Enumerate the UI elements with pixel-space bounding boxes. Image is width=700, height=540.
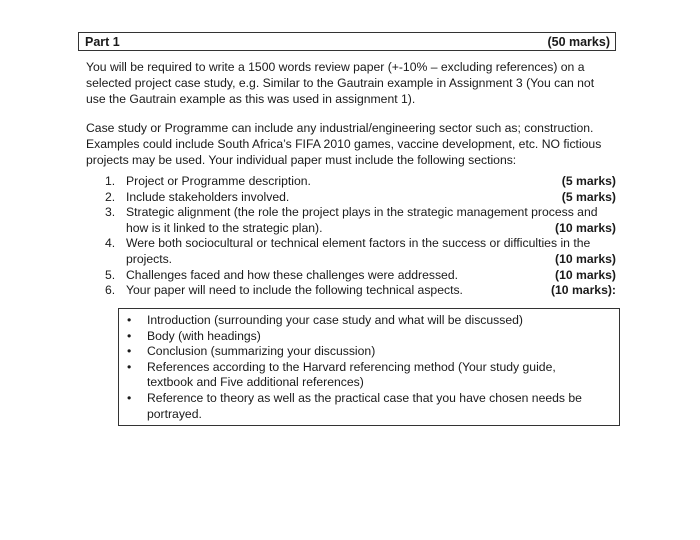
item-text: Include stakeholders involved. bbox=[126, 189, 290, 204]
item-text: Project or Programme description. bbox=[126, 174, 311, 188]
item-text: Challenges faced and how these challenges were addressed. bbox=[126, 267, 458, 282]
item-text-line-1: Strategic alignment (the role the project plays in the strategic management process and bbox=[126, 205, 598, 220]
item-number: 3. bbox=[105, 205, 116, 220]
list-item bbox=[86, 283, 616, 299]
list-item bbox=[86, 236, 616, 267]
list-item bbox=[119, 391, 619, 422]
item-marks: (10 marks) bbox=[555, 267, 616, 282]
list-item bbox=[119, 313, 619, 329]
intro-paragraph: You will be required to write a 1500 words review paper (+-10% – excluding references) on a selected project case study, e.g. Similar to the Gautrain example in Assignment 3 (You can not use the Gautrain example as this was used in assignment 1). bbox=[86, 60, 595, 106]
item-marks: (10 marks) bbox=[555, 220, 616, 235]
part-title: Part 1 bbox=[85, 35, 120, 49]
list-item bbox=[119, 329, 619, 345]
bullet-icon: • bbox=[127, 328, 132, 343]
bullet-text: References according to the Harvard referencing method (Your study guide, textbook and Five additional references) bbox=[147, 359, 556, 390]
bullet-icon: • bbox=[127, 313, 132, 327]
item-marks: (10 marks): bbox=[550, 283, 616, 298]
item-number: 4. bbox=[105, 236, 116, 251]
item-text-line-1: Were both sociocultural or technical element factors in the success or difficulties in the bbox=[126, 236, 591, 251]
item-text: Your paper will need to include the following technical aspects. bbox=[126, 283, 463, 298]
technical-aspects-box bbox=[118, 308, 620, 426]
list-item bbox=[86, 174, 616, 190]
scope-paragraph: Case study or Programme can include any industrial/engineering sector such as; construction. Examples could include South Africa’s FIFA 2010 games, vaccine development, etc. NO fictious projects may be used. Your individual paper must include the following sections: bbox=[86, 121, 602, 167]
item-number: 6. bbox=[105, 283, 116, 298]
item-number: 5. bbox=[105, 267, 116, 282]
item-text-line-2: how is it linked to the strategic plan). bbox=[126, 220, 323, 235]
list-item bbox=[86, 205, 616, 236]
assignment-body bbox=[86, 59, 616, 299]
bullet-text: Conclusion (summarizing your discussion) bbox=[147, 344, 376, 359]
bullet-icon: • bbox=[127, 390, 132, 405]
list-item bbox=[119, 360, 619, 391]
bullet-text: Introduction (surrounding your case study and what will be discussed) bbox=[147, 313, 523, 327]
part-total-marks: (50 marks) bbox=[547, 35, 610, 49]
list-item bbox=[86, 268, 616, 284]
part-header bbox=[78, 32, 616, 51]
list-item bbox=[119, 344, 619, 360]
item-marks: (5 marks) bbox=[561, 174, 616, 188]
item-marks: (5 marks) bbox=[561, 189, 616, 204]
item-number: 1. bbox=[105, 174, 116, 188]
required-sections-list bbox=[86, 174, 616, 299]
item-number: 2. bbox=[105, 189, 116, 204]
bullet-text: Body (with headings) bbox=[147, 328, 261, 343]
technical-aspects-list bbox=[119, 309, 619, 422]
bullet-text: Reference to theory as well as the practical case that you have chosen needs be portrayed. bbox=[147, 390, 582, 421]
list-item bbox=[86, 190, 616, 206]
bullet-icon: • bbox=[127, 359, 132, 374]
item-marks: (10 marks) bbox=[555, 251, 616, 266]
item-text-line-2: projects. bbox=[126, 251, 173, 266]
bullet-icon: • bbox=[127, 344, 132, 359]
